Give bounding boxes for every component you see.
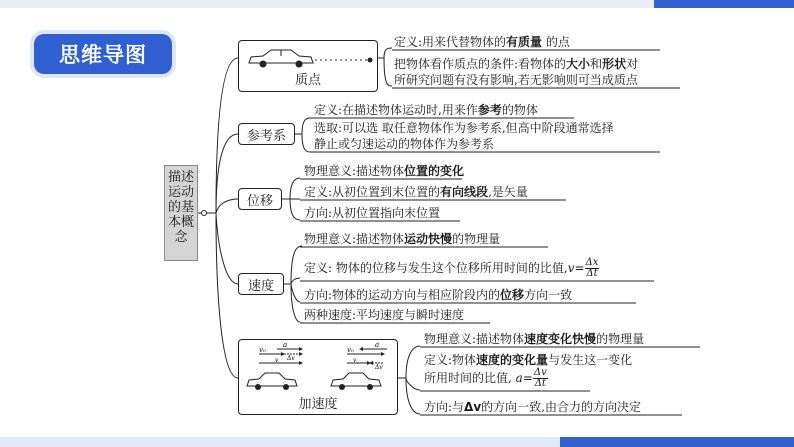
- jiasudu-direction: 方向:与Δv的方向一致,由合力的方向决定: [424, 400, 641, 414]
- zhidian-definition: 定义:用来代替物体的有质量 的点: [394, 35, 570, 49]
- root-topic: 描述运动的基本概念: [164, 165, 198, 261]
- cankaoxi-definition: 定义:在描述物体运动时,用来作参考的物体: [314, 103, 538, 117]
- formula-fraction: $\frac{\Delta v}{\Delta t}$: [533, 367, 547, 389]
- jiasudu-definition: 定义:物体速度的变化量与发生这一变化 所用时间的比值, a= $\frac{\Delta v}{\Delta t}$: [424, 353, 633, 389]
- label-a-right: a: [375, 342, 380, 349]
- label-v0-right: v₀: [347, 346, 354, 354]
- zhidian-condition: 把物体看作质点的条件:看物体的大小和形状对 所研究问题有没有影响,若无影响则可当成质点: [394, 57, 639, 87]
- node-cankaoxi: 参考系: [238, 123, 295, 145]
- node-label: 质点: [294, 73, 321, 88]
- weiyi-definition: 定义:从初位置到末位置的有向线段,是矢量: [304, 185, 528, 199]
- jiasudu-meaning: 物理意义:描述物体速度变化快慢的物理量: [424, 332, 645, 346]
- node-weiyi: 位移: [238, 188, 282, 210]
- node-jiasudu: [238, 339, 398, 415]
- acceleration-figure: [241, 342, 397, 392]
- sudu-definition: 定义: 物体的位移与发生这个位移所用时间的比值,v= $\frac{\Delta x}{\Delta t}$: [304, 257, 599, 279]
- sudu-meaning: 物理意义:描述物体运动快慢的物理量: [304, 232, 501, 246]
- node-sudu: 速度: [238, 273, 284, 295]
- node-label: 加速度: [298, 397, 338, 412]
- label-v-right: v: [353, 357, 357, 364]
- car-icon: [245, 47, 317, 69]
- label-v-left: v: [275, 357, 279, 364]
- weiyi-direction: 方向:从初位置指向末位置: [304, 206, 441, 220]
- label-a-left: a: [283, 342, 288, 349]
- cankaoxi-selection: 选取:可以选 取任意物体作为参考系,但高中阶段通常选择 静止或匀速运动的物体作为参考系: [314, 121, 614, 151]
- label-dv-left: Δv: [287, 355, 295, 362]
- label-v0-left: v₀: [259, 346, 266, 354]
- sudu-kinds: 两种速度:平均速度与瞬时速度: [304, 308, 465, 322]
- label-dv-right: Δv: [375, 364, 383, 371]
- dotted-line-point: [315, 57, 375, 63]
- formula-fraction: $\frac{\Delta x}{\Delta t}$: [585, 257, 599, 279]
- sudu-direction: 方向:物体的运动方向与相应阶段内的位移方向一致: [304, 288, 573, 302]
- page-title: 思维导图: [34, 34, 172, 74]
- node-zhidian: [238, 40, 378, 92]
- weiyi-meaning: 物理意义:描述物体位置的变化: [304, 164, 465, 178]
